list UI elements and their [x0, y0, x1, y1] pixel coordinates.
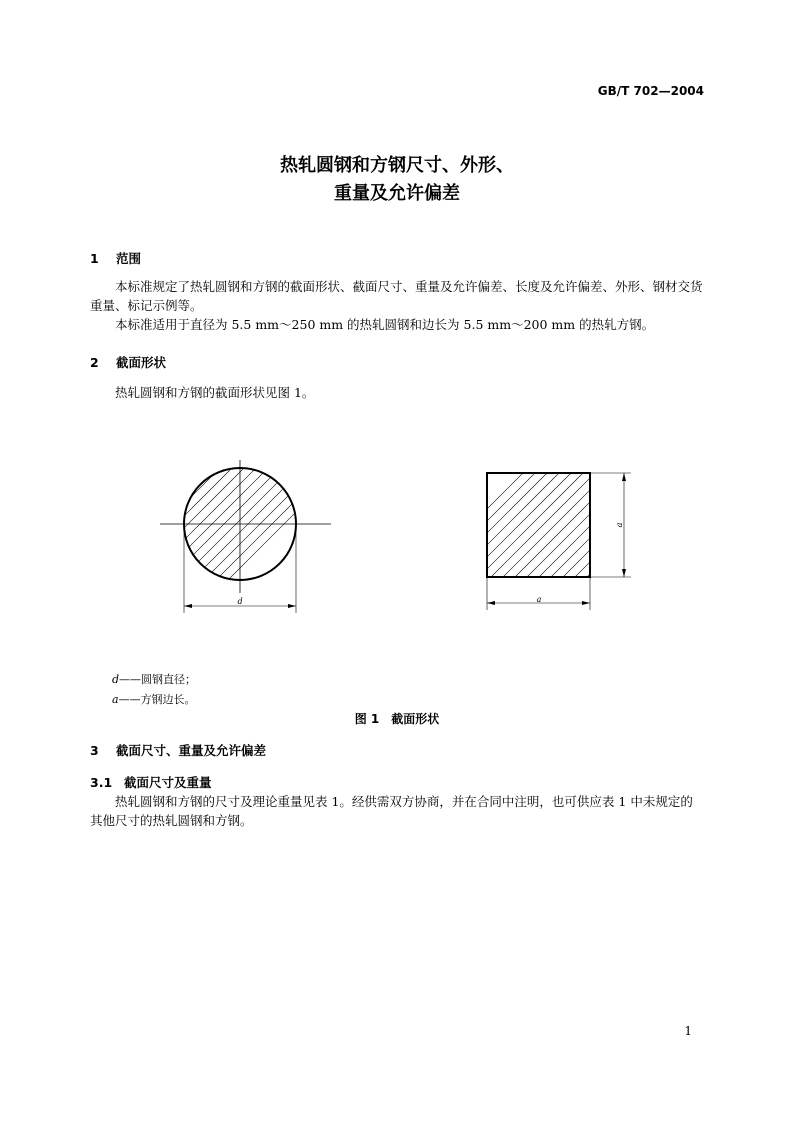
section-2-heading	[90, 353, 166, 371]
arrow-head	[487, 601, 495, 605]
section-3-1-body	[90, 792, 704, 830]
arrow-head	[582, 601, 590, 605]
legend-text: ——方钢边长。	[118, 693, 196, 706]
legend-text: ——圆钢直径；	[119, 673, 197, 686]
document-title	[0, 152, 794, 208]
page-number: 1	[684, 1024, 692, 1038]
section-3-heading	[90, 741, 266, 759]
side-label-bottom: a	[536, 595, 542, 604]
section-title: 截面尺寸及重量	[124, 775, 212, 790]
side-label-right: a	[615, 522, 624, 528]
figure-caption: 图 1 截面形状	[354, 712, 440, 726]
legend-item-d	[112, 671, 196, 687]
standard-code: GB/T 702—2004	[597, 84, 704, 98]
section-1-heading	[90, 249, 141, 267]
section-number: 3.1	[90, 775, 113, 790]
section-1-body	[90, 277, 704, 334]
legend-item-a	[112, 691, 196, 707]
section-3-1-heading	[90, 773, 212, 791]
section-title: 截面尺寸、重量及允许偏差	[116, 743, 267, 758]
cross-section-figure	[0, 430, 794, 630]
legend-symbol: a	[112, 693, 119, 706]
title-line-2: 重量及允许偏差	[334, 183, 460, 204]
diameter-label: d	[237, 597, 243, 606]
arrow-head	[184, 604, 192, 608]
paragraph: 本标准规定了热轧圆钢和方钢的截面形状、截面尺寸、重量及允许偏差、长度及允许偏差、外形、钢材交货重量、标记示例等。	[90, 279, 703, 313]
round-bar-section	[30, 430, 378, 613]
section-title: 截面形状	[116, 355, 167, 370]
section-number: 2	[90, 355, 99, 370]
square-hatching	[406, 460, 716, 590]
arrow-head	[622, 569, 626, 577]
arrow-head	[288, 604, 296, 608]
paragraph: 本标准适用于直径为 5.5 mm～250 mm 的热轧圆钢和边长为 5.5 mm～200 mm 的热轧方钢。	[115, 317, 655, 332]
paragraph: 热轧圆钢和方钢的截面形状见图 1。	[115, 385, 315, 400]
section-2-body	[90, 383, 704, 402]
legend-symbol: d	[112, 673, 120, 686]
section-title: 范围	[116, 251, 142, 266]
section-number: 1	[90, 251, 99, 266]
square-outline	[487, 473, 590, 577]
square-bar-section	[406, 460, 716, 610]
arrow-head	[622, 473, 626, 481]
round-hatching	[30, 430, 378, 610]
title-line-1: 热轧圆钢和方钢尺寸、外形、	[280, 155, 514, 176]
section-number: 3	[90, 743, 99, 758]
paragraph: 热轧圆钢和方钢的尺寸及理论重量见表 1。经供需双方协商，并在合同中注明，也可供应表 1 中未规定的其他尺寸的热轧圆钢和方钢。	[90, 794, 693, 828]
